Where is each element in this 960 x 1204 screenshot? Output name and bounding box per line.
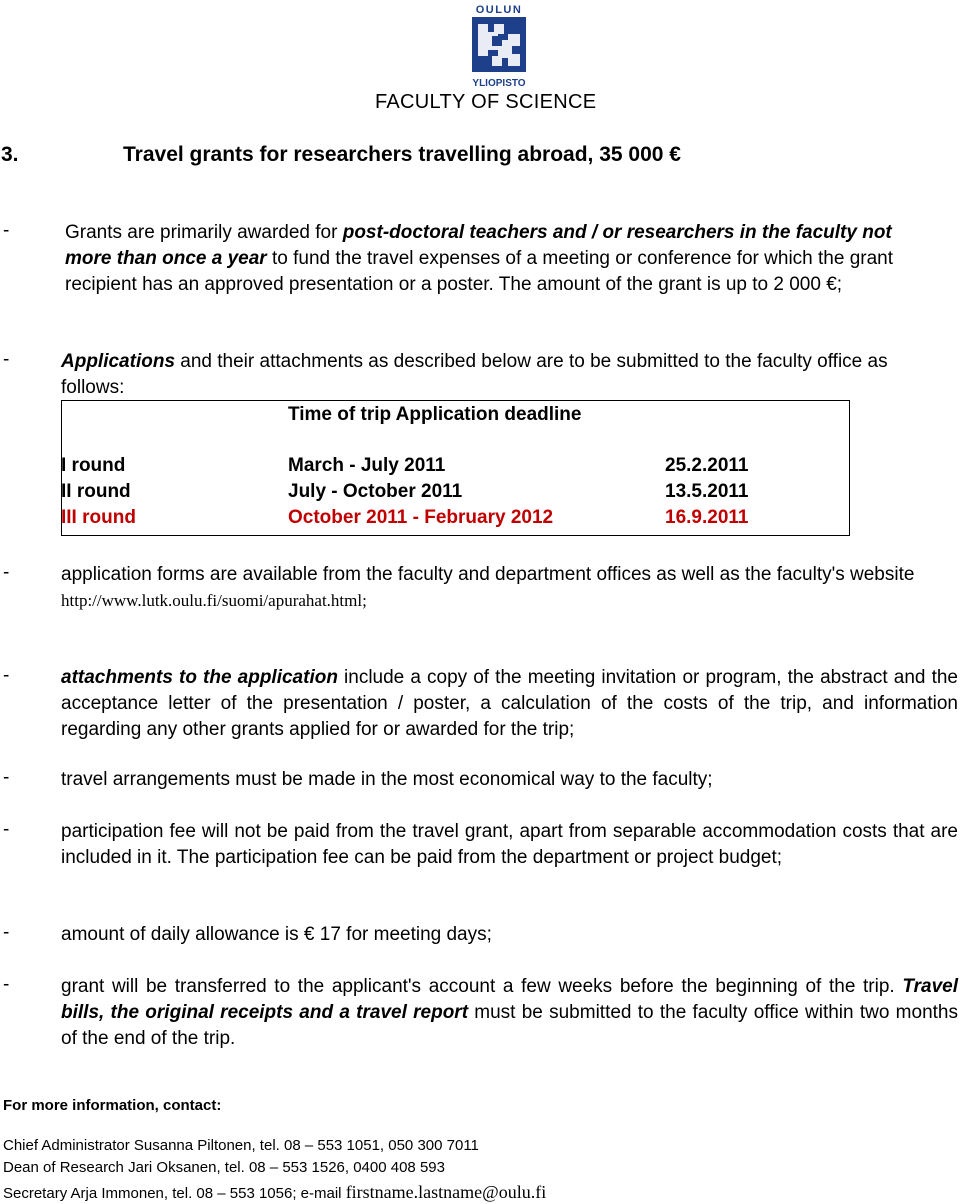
bullet-dash: - [3, 220, 10, 241]
table-row-time: March - July 2011 [288, 455, 446, 476]
list-item-applications: Applications and their attachments as described below are to be submitted to the faculty office as follows: [61, 351, 888, 398]
contact-heading: For more information, contact: [3, 1097, 222, 1114]
bullet-dash: - [3, 974, 10, 995]
bullet-dash: - [3, 922, 10, 943]
table-row-time: October 2011 - February 2012 [288, 507, 554, 528]
table-row-round: II round [61, 481, 131, 502]
table-header: Time of trip Application deadline [288, 404, 582, 425]
email-link[interactable]: firstname.lastname@oulu.fi [345, 1182, 547, 1202]
list-item-eligibility: Grants are primarily awarded for post-doctoral teachers and / or researchers in the faculty not more than once a year to fund the travel expenses of a meeting or conference for which the grant recipient has an approved presentation or a poster. The amount of the grant is up to 2 000 €; [65, 222, 894, 295]
list-item-attachments: attachments to the application include a copy of the meeting invitation or program, the abstract and the acceptance letter of the presentation / poster, a calculation of the costs of the trip, and information regarding any other grants applied for or awarded for the trip; [61, 667, 958, 740]
contact-line: Secretary Arja Immonen, tel. 08 – 553 1056; e-mail firstname.lastname@oulu.fi [3, 1182, 547, 1202]
bullet-dash: - [3, 767, 10, 788]
table-row-round: I round [61, 455, 126, 476]
table-row-deadline: 16.9.2011 [665, 507, 749, 528]
logo-top-text: OULUN [475, 4, 523, 16]
logo-bottom-text: YLIOPISTO [472, 78, 526, 89]
table-row-round: III round [61, 507, 136, 528]
list-item-daily-allowance: amount of daily allowance is € 17 for meeting days; [61, 924, 492, 945]
bullet-dash: - [3, 562, 10, 583]
list-item-travel-arrangements: travel arrangements must be made in the most economical way to the faculty; [61, 769, 713, 790]
emphasis-text: post-doctoral teachers and / or researchers in the faculty not more than once a year [65, 222, 892, 269]
section-title [0, 143, 960, 169]
section-number: 3. [1, 143, 19, 166]
bullet-dash: - [3, 819, 10, 840]
faculty-heading: FACULTY OF SCIENCE [375, 91, 597, 113]
university-logo [470, 2, 528, 90]
table-row-deadline: 25.2.2011 [665, 455, 749, 476]
contact-line: Chief Administrator Susanna Piltonen, tel. 08 – 553 1051, 050 300 7011 [3, 1137, 479, 1154]
list-item-grant-transfer: grant will be transferred to the applicant's account a few weeks before the beginning of the trip. Travel bills, the original receipts and a travel report must be submitted to the faculty office within two months of the end of the trip. [61, 976, 958, 1049]
website-link[interactable]: http://www.lutk.oulu.fi/suomi/apurahat.html [61, 591, 363, 610]
emphasis-text: attachments to the application [61, 667, 338, 688]
list-item-forms: application forms are available from the faculty and department offices as well as the faculty's website http://www.lutk.oulu.fi/suomi/apurahat.html; [61, 564, 915, 610]
emphasis-text: Travel bills, the original receipts and a travel report [61, 976, 958, 1023]
contact-line: Dean of Research Jari Oksanen, tel. 08 – 553 1526, 0400 408 593 [3, 1159, 445, 1176]
table-row-deadline: 13.5.2011 [665, 481, 749, 502]
table-row-time: July - October 2011 [288, 481, 463, 502]
bullet-dash: - [3, 665, 10, 686]
emphasis-text: Applications [61, 351, 176, 372]
bullet-dash: - [3, 349, 10, 370]
section-title-text: Travel grants for researchers travelling abroad, 35 000 € [123, 143, 681, 166]
list-item-participation-fee: participation fee will not be paid from the travel grant, apart from separable accommodation costs that are included in it. The participation fee can be paid from the department or project budget; [61, 821, 958, 868]
